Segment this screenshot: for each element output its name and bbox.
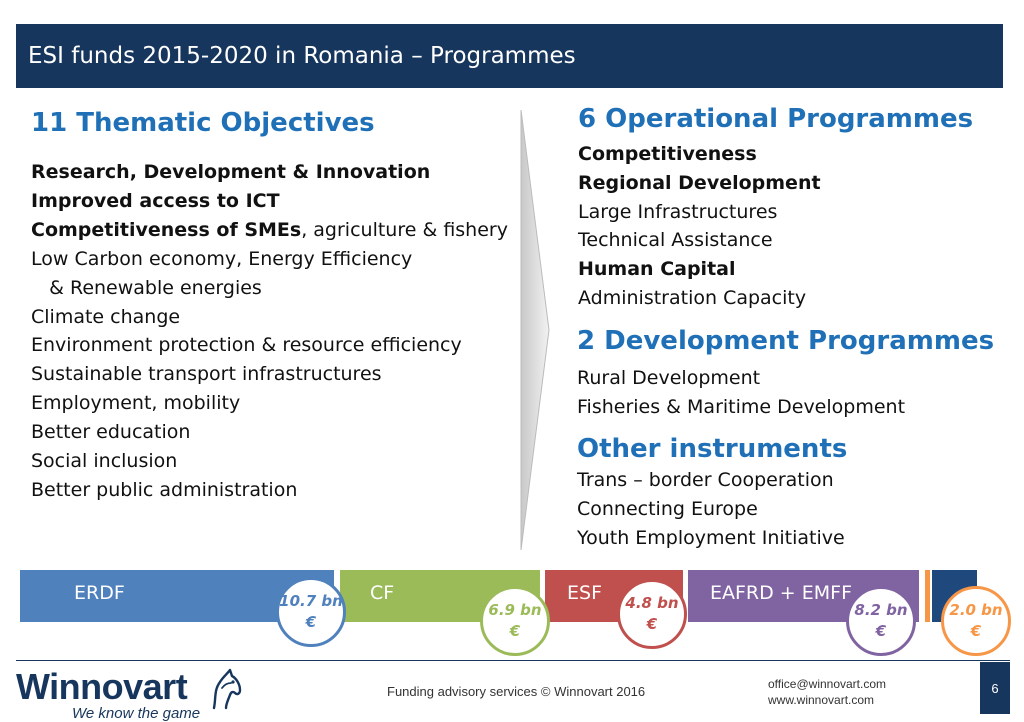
list-item: Better public administration <box>31 478 298 501</box>
list-item: Competitiveness <box>578 143 757 165</box>
other-instruments-heading: Other instruments <box>577 434 848 464</box>
footer-divider <box>16 660 1010 661</box>
thematic-objectives-list <box>31 158 508 505</box>
fund-bar-other <box>925 570 930 622</box>
list-item: Rural Development <box>577 367 761 389</box>
development-programmes-heading: 2 Development Programmes <box>577 326 995 356</box>
operational-programmes-heading: 6 Operational Programmes <box>578 104 974 134</box>
winnovart-logo: Winnovart We know the game <box>16 666 201 722</box>
fund-bar-label: CF <box>370 582 395 604</box>
fund-bar-label: EAFRD + EMFF <box>710 582 853 604</box>
list-item: Connecting Europe <box>577 497 758 520</box>
horse-head-icon <box>208 668 244 712</box>
list-item: Research, Development & Innovation <box>31 161 431 183</box>
footer-contact <box>768 676 886 708</box>
list-item: Large Infrastructures <box>578 200 778 223</box>
development-programmes-list <box>577 364 994 422</box>
list-item: Youth Employment Initiative <box>577 526 845 549</box>
fund-amount-esf: 4.8 bn € <box>617 579 687 649</box>
list-item: Better education <box>31 421 191 444</box>
list-item: Sustainable transport infrastructures <box>31 363 382 386</box>
list-item: Social inclusion <box>31 450 178 473</box>
list-item: Environment protection & resource efficiency <box>31 334 462 357</box>
list-item: Human Capital <box>578 258 736 281</box>
list-item: Improved access to ICT <box>31 189 280 212</box>
fund-amount-eafrd-emff: 8.2 bn € <box>846 586 916 656</box>
list-item: Fisheries & Maritime Development <box>577 395 906 418</box>
other-instruments-list <box>577 466 847 552</box>
list-item: Technical Assistance <box>578 229 773 252</box>
list-item: Competitiveness of SMEs, agriculture & fishery <box>31 218 508 241</box>
other-instruments-section <box>577 434 847 552</box>
footer-copyright: Funding advisory services © Winnovart 2016 <box>387 684 646 699</box>
list-item: Low Carbon economy, Energy Efficiency <box>31 247 413 270</box>
development-programmes-section <box>577 326 994 422</box>
list-item: Administration Capacity <box>578 286 807 309</box>
chevron-arrow-icon <box>519 110 551 550</box>
page-number: 6 <box>980 662 1010 714</box>
thematic-objectives-heading: 11 Thematic Objectives <box>31 108 375 138</box>
slide-title: ESI funds 2015-2020 in Romania – Programmes <box>16 24 1003 88</box>
list-item: Employment, mobility <box>31 392 241 415</box>
fund-bar-label: ERDF <box>74 582 125 604</box>
contact-website[interactable]: www.winnovart.com <box>768 693 875 707</box>
fund-amount-cf: 6.9 bn € <box>480 586 550 656</box>
contact-email[interactable]: office@winnovart.com <box>768 677 887 691</box>
fund-bar-label: ESF <box>567 582 602 604</box>
list-item: Regional Development <box>578 171 821 194</box>
thematic-objectives-section <box>31 108 508 505</box>
list-item: & Renewable energies <box>31 276 262 299</box>
operational-programmes-list <box>578 140 973 313</box>
operational-programmes-section <box>578 104 973 313</box>
list-item: Trans – border Cooperation <box>577 469 834 491</box>
fund-amount-erdf: 10.7 bn € <box>276 577 346 647</box>
list-item: Climate change <box>31 305 181 328</box>
fund-amount-other: 2.0 bn € <box>941 586 1011 656</box>
